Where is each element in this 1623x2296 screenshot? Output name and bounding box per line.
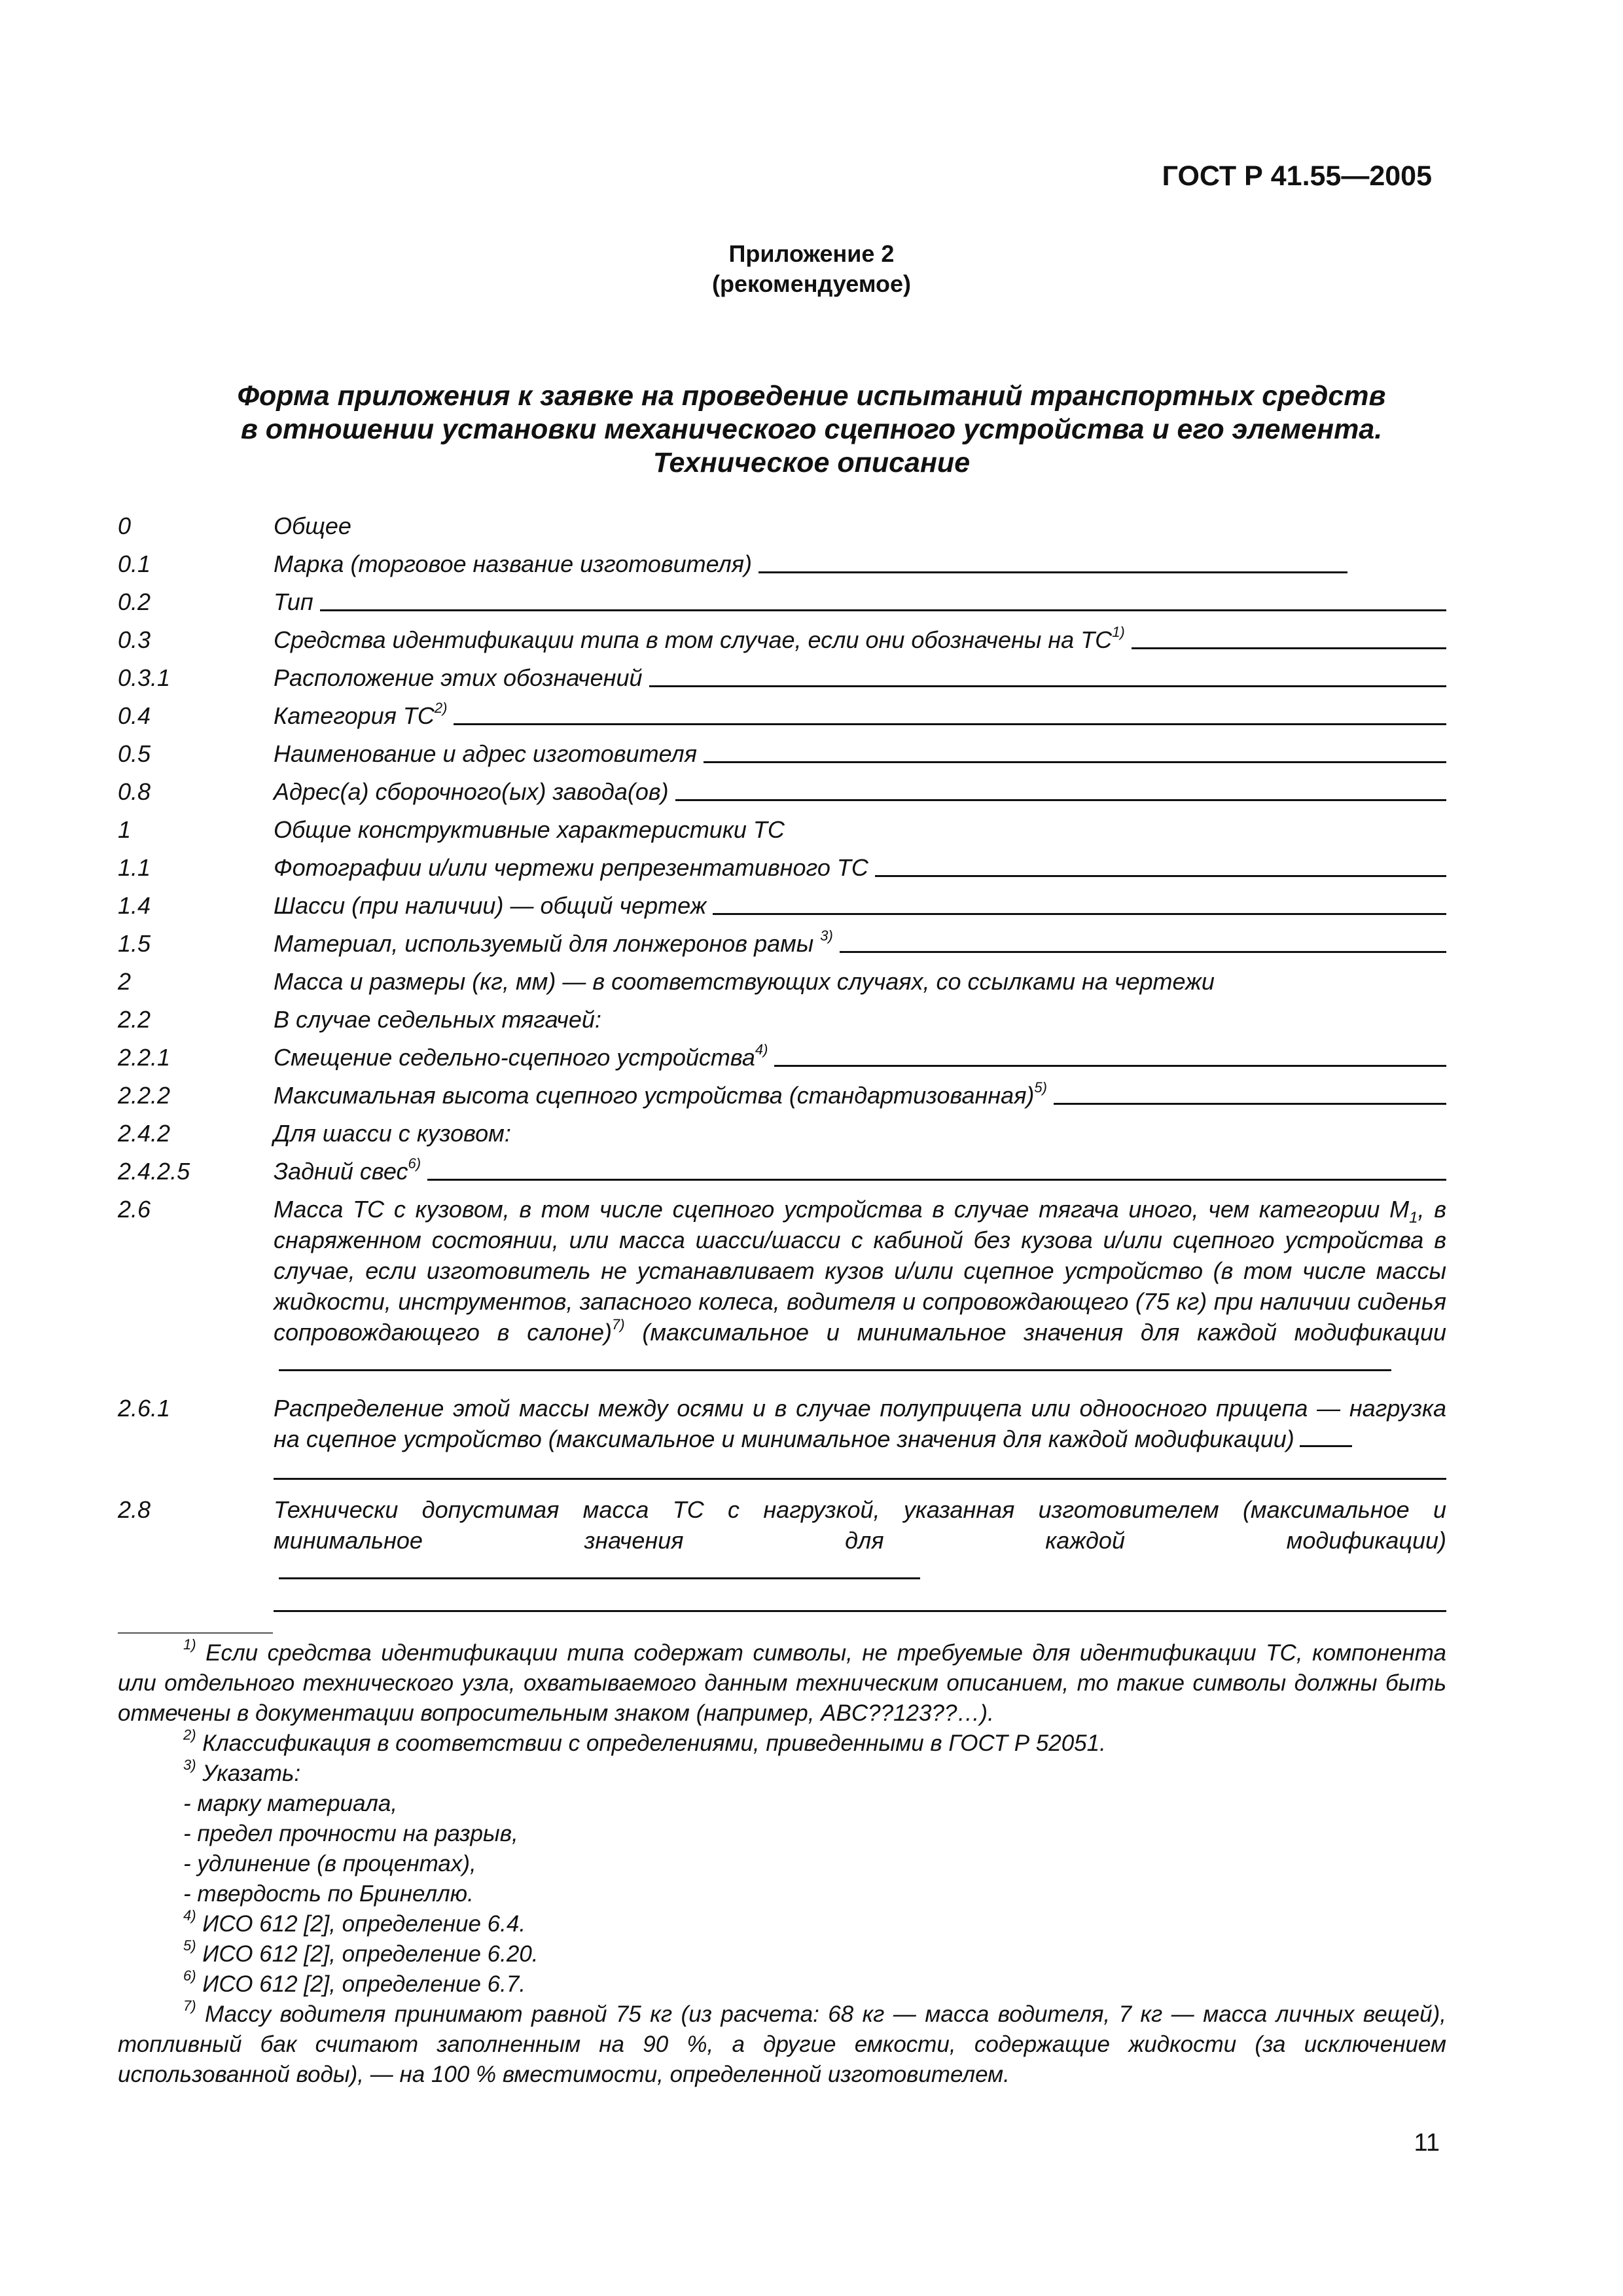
annex-status: (рекомендуемое) (712, 270, 911, 297)
fill-in-line[interactable] (279, 1366, 1391, 1371)
item-label: Общие конструктивные характеристики ТС (274, 816, 785, 843)
item-label: Задний свес (274, 1158, 408, 1185)
item-text-part-2: , в снаряженном состоянии, или масса шасси/шасси с кабиной без кузова и/или сцепного устройства в случае, если изготовитель не устанавливает кузов и/или сцепное устройство (в том числе массы жидкости, инструментов, запасного колеса, водителя и сопровождающего (75 кг) при наличии сиденья сопровождающего в салоне) (274, 1196, 1447, 1346)
item-number: 0.5 (118, 740, 151, 767)
item-0-3 (118, 624, 1446, 655)
item-label: Смещение седельно-сцепного устройства (274, 1044, 755, 1071)
item-number: 1 (118, 816, 132, 843)
footnote-3 (118, 1759, 1446, 1789)
footnote-1 (118, 1638, 1446, 1729)
item-2-4-2-5 (118, 1156, 1446, 1187)
footnote-ref: 6) (408, 1155, 421, 1172)
item-number: 0.4 (118, 702, 151, 729)
item-label: Категория ТС (274, 702, 435, 729)
item-2-2-1 (118, 1042, 1446, 1073)
category-subscript: 1 (1409, 1209, 1418, 1227)
item-label: Для шасси с кузовом: (274, 1120, 511, 1147)
item-number: 2.4.2.5 (118, 1158, 190, 1185)
item-1-5 (118, 928, 1446, 959)
item-0-3-1 (118, 662, 1446, 693)
fill-in-line[interactable] (704, 761, 1446, 763)
item-paragraph (274, 1494, 1446, 1587)
footnote-5 (118, 1939, 1446, 1969)
footnote-text: ИСО 612 [2], определение 6.7. (202, 1971, 526, 1997)
item-paragraph (274, 1393, 1446, 1454)
item-2-6 (118, 1194, 1446, 1378)
item-paragraph (274, 1194, 1446, 1378)
fill-in-line[interactable] (454, 723, 1446, 725)
item-2 (118, 966, 1446, 997)
footnote-mark: 6) (183, 1967, 196, 1984)
item-number: 2.6 (118, 1196, 151, 1223)
footnote-4 (118, 1909, 1446, 1939)
item-0 (118, 511, 1446, 541)
item-label: Общее (274, 512, 351, 539)
item-label: Марка (торговое название изготовителя) (274, 550, 753, 577)
item-2-2-2 (118, 1080, 1446, 1111)
footnote-7 (118, 2000, 1446, 2090)
item-label: Масса и размеры (кг, мм) — в соответствующих случаях, со ссылками на чертежи (274, 968, 1215, 995)
item-label: Материал, используемый для лонжеронов рамы (274, 930, 814, 957)
fill-in-line[interactable] (1054, 1103, 1446, 1105)
fill-in-line-extra[interactable] (274, 1454, 1446, 1480)
item-number: 2.4.2 (118, 1120, 171, 1147)
item-number: 2 (118, 968, 132, 995)
footnote-ref: 3) (820, 927, 833, 944)
item-number: 1.1 (118, 854, 151, 881)
footnote-2 (118, 1729, 1446, 1759)
item-1-4 (118, 890, 1446, 921)
footnote-3-item: - марку материала, (183, 1791, 398, 1816)
form-title (0, 380, 1623, 480)
form-items (118, 511, 1446, 1612)
footnote-3-item: - удлинение (в процентах), (183, 1851, 476, 1876)
fill-in-line-extra[interactable] (274, 1587, 1446, 1612)
item-text-part-3: (максимальное и минимальное значения для каждой модификации (624, 1319, 1447, 1346)
fill-in-line[interactable] (840, 951, 1446, 953)
item-number: 0 (118, 512, 132, 539)
item-number: 0.3.1 (118, 664, 171, 691)
item-0-5 (118, 738, 1446, 769)
item-label: Наименование и адрес изготовителя (274, 740, 697, 767)
item-number: 2.6.1 (118, 1395, 171, 1422)
item-1 (118, 814, 1446, 845)
item-0-2 (118, 586, 1446, 617)
fill-in-line[interactable] (279, 1574, 920, 1579)
document-code: ГОСТ Р 41.55—2005 (1162, 160, 1432, 192)
fill-in-line[interactable] (758, 571, 1347, 573)
fill-in-line[interactable] (320, 609, 1446, 611)
footnote-ref: 1) (1112, 624, 1125, 640)
item-label: Фотографии и/или чертежи репрезентативного ТС (274, 854, 868, 881)
footnote-text: Массу водителя принимают равной 75 кг (из расчета: 68 кг — масса водителя, 7 кг — масса личных вещей), топливный бак считают заполненным на 90 %, а другие емкости, содержащие жидкости (за исключением использованной воды), — на 100 % вместимости, определенной изготовителем. (118, 2001, 1446, 2087)
item-number: 2.2 (118, 1006, 151, 1033)
fill-in-line[interactable] (649, 685, 1446, 687)
item-0-1 (118, 548, 1446, 579)
item-number: 0.1 (118, 550, 151, 577)
form-title-line-3: Техническое описание (652, 447, 971, 478)
footnote-text: ИСО 612 [2], определение 6.4. (202, 1911, 526, 1937)
annex-title: Приложение 2 (728, 240, 895, 267)
fill-in-line[interactable] (427, 1179, 1446, 1181)
fill-in-line[interactable] (774, 1065, 1446, 1067)
fill-in-line[interactable] (713, 913, 1446, 915)
annex-heading (0, 239, 1623, 299)
item-number: 0.2 (118, 588, 151, 615)
footnote-mark: 1) (183, 1636, 196, 1653)
footnotes (118, 1638, 1446, 2090)
item-2-2 (118, 1004, 1446, 1035)
item-label: Шасси (при наличии) — общий чертеж (274, 892, 707, 919)
item-number: 2.2.2 (118, 1082, 171, 1109)
page-number: 11 (1414, 2129, 1440, 2157)
item-label: Распределение этой массы между осями и в случае полуприцепа или одноосного прицепа — нагрузка на сцепное устройство (максимальное и минимальное значения для каждой модификации) (274, 1395, 1446, 1452)
item-number: 1.4 (118, 892, 151, 919)
item-0-4 (118, 700, 1446, 731)
footnote-divider (118, 1632, 273, 1634)
item-number: 2.8 (118, 1496, 151, 1523)
item-label: Адрес(а) сборочного(ых) завода(ов) (274, 778, 669, 805)
fill-in-line[interactable] (1300, 1442, 1352, 1447)
fill-in-line[interactable] (875, 875, 1446, 877)
item-number: 1.5 (118, 930, 151, 957)
item-label: Технически допустимая масса ТС с нагрузкой, указанная изготовителем (максимальное и минимальное значения для каждой модификации) (274, 1496, 1446, 1554)
item-text-part-1: Масса ТС с кузовом, в том числе сцепного устройства в случае тягача иного, чем категории M (274, 1196, 1410, 1223)
form-title-line-2: в отношении установки механического сцепного устройства и его элемента. (240, 414, 1383, 445)
item-2-4-2 (118, 1118, 1446, 1149)
footnote-text: Классификация в соответствии с определениями, приведенными в ГОСТ Р 52051. (202, 1731, 1106, 1756)
item-number: 0.8 (118, 778, 151, 805)
footnote-text: Если средства идентификации типа содержат символы, не требуемые для идентификации ТС, компонента или отдельного технического узла, охватываемого данным техническим описанием, то такие символы должны быть отмечены в документации вопросительным знаком (например, ABC??123??…). (118, 1640, 1446, 1726)
footnote-3-item: - твердость по Бринеллю. (183, 1881, 474, 1907)
item-label: Средства идентификации типа в том случае, если они обозначены на ТС (274, 626, 1113, 653)
footnote-mark: 4) (183, 1907, 196, 1924)
footnote-text: ИСО 612 [2], определение 6.20. (202, 1941, 539, 1967)
item-number: 2.2.1 (118, 1044, 171, 1071)
footnote-mark: 2) (183, 1727, 196, 1744)
item-2-8 (118, 1494, 1446, 1612)
item-label: Тип (274, 588, 313, 615)
item-label: В случае седельных тягачей: (274, 1006, 601, 1033)
form-title-line-1: Форма приложения к заявке на проведение испытаний транспортных средств (237, 380, 1386, 412)
footnote-ref: 4) (755, 1041, 768, 1058)
footnote-mark: 3) (183, 1757, 196, 1774)
item-0-8 (118, 776, 1446, 807)
item-label: Расположение этих обозначений (274, 664, 643, 691)
item-1-1 (118, 852, 1446, 883)
footnote-text: Указать: (202, 1761, 301, 1786)
fill-in-line[interactable] (1132, 647, 1446, 649)
footnote-3-item: - предел прочности на разрыв, (183, 1821, 518, 1846)
footnote-mark: 5) (183, 1937, 196, 1954)
item-label: Максимальная высота сцепного устройства (стандартизованная) (274, 1082, 1035, 1109)
fill-in-line[interactable] (675, 799, 1446, 801)
footnote-6 (118, 1969, 1446, 2000)
footnote-ref: 2) (434, 700, 448, 716)
footnote-ref: 7) (612, 1316, 625, 1333)
item-2-6-1 (118, 1393, 1446, 1480)
footnote-mark: 7) (183, 1998, 196, 2015)
item-number: 0.3 (118, 626, 151, 653)
footnote-ref: 5) (1034, 1079, 1047, 1096)
